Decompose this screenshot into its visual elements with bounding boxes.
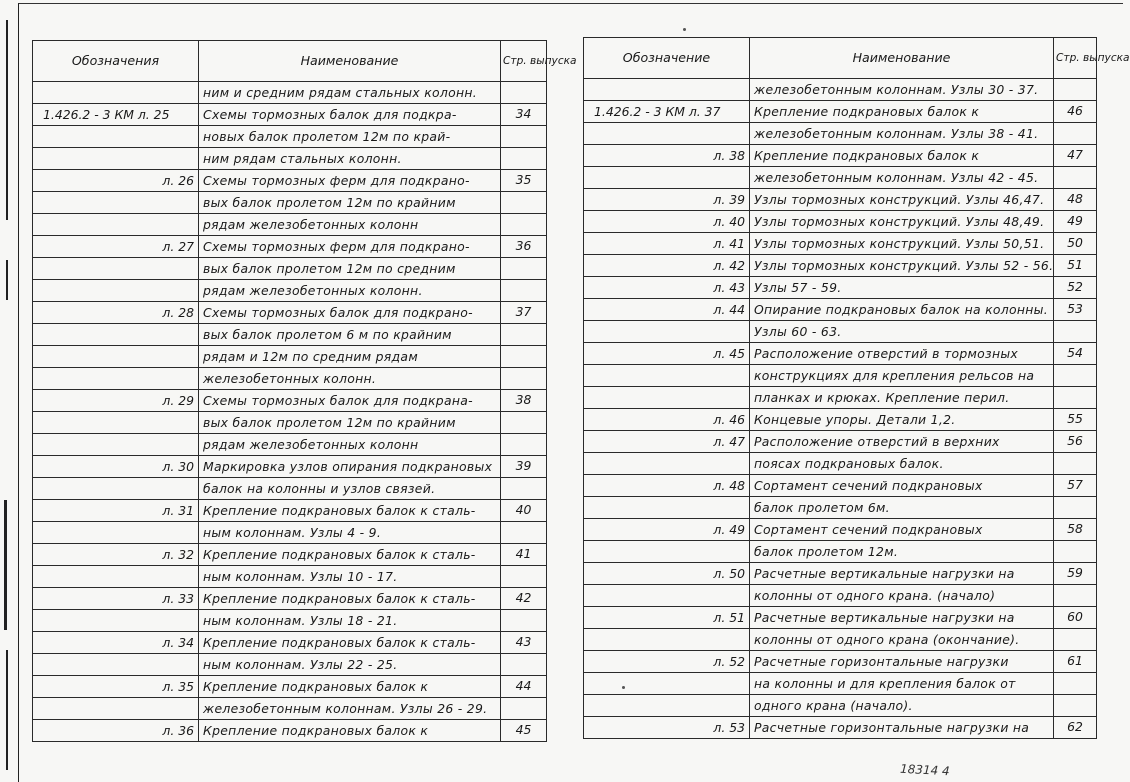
table-row: [33, 698, 547, 720]
name-cell: Расположение отверстий в тормозных: [750, 343, 1054, 365]
page-cell: 40: [501, 500, 547, 522]
name-cell: рядам железобетонных колонн.: [199, 280, 501, 302]
page-cell: [501, 346, 547, 368]
name-cell: Крепление подкрановых балок к сталь-: [199, 632, 501, 654]
table-row: [584, 519, 1097, 541]
table-row: [584, 79, 1097, 101]
designation-cell: л. 30: [33, 456, 199, 478]
name-cell: Крепление подкрановых балок к: [750, 101, 1054, 123]
page-cell: 47: [1054, 145, 1097, 167]
designation-cell: л. 46: [584, 409, 750, 431]
table-row: [33, 500, 547, 522]
designation-cell: [33, 368, 199, 390]
name-cell: Концевые упоры. Детали 1,2.: [750, 409, 1054, 431]
name-cell: железобетонным колоннам. Узлы 42 - 45.: [750, 167, 1054, 189]
page-cell: [501, 280, 547, 302]
page-cell: 34: [501, 104, 547, 126]
page-cell: [501, 192, 547, 214]
table-row: [33, 324, 547, 346]
name-cell: ным колоннам. Узлы 22 - 25.: [199, 654, 501, 676]
index-table-right: [583, 37, 1130, 739]
page-cell: 37: [501, 302, 547, 324]
name-cell: планках и крюках. Крепление перил.: [750, 387, 1054, 409]
table-row: [33, 302, 547, 324]
page-cell: [501, 478, 547, 500]
designation-cell: л. 28: [33, 302, 199, 324]
designation-cell: [584, 541, 750, 563]
designation-cell: [33, 412, 199, 434]
table-row: [584, 453, 1097, 475]
designation-cell: л. 26: [33, 170, 199, 192]
name-cell: Крепление подкрановых балок к: [750, 145, 1054, 167]
table-row: [584, 123, 1097, 145]
table-row: [33, 610, 547, 632]
page-cell: [501, 368, 547, 390]
designation-cell: [33, 126, 199, 148]
table-row: [33, 126, 547, 148]
page-cell: 46: [1054, 101, 1097, 123]
page-cell: 42: [501, 588, 547, 610]
name-cell: Расположение отверстий в верхних: [750, 431, 1054, 453]
table-row: [584, 189, 1097, 211]
table-row: [584, 607, 1097, 629]
designation-cell: л. 44: [584, 299, 750, 321]
name-cell: рядам железобетонных колонн: [199, 434, 501, 456]
designation-cell: л. 43: [584, 277, 750, 299]
name-cell: железобетонным колоннам. Узлы 26 - 29.: [199, 698, 501, 720]
designation-cell: [584, 321, 750, 343]
table-row: [584, 409, 1097, 431]
page-cell: [501, 412, 547, 434]
table-row: [33, 82, 547, 104]
page-cell: 39: [501, 456, 547, 478]
table-row: [584, 299, 1097, 321]
designation-cell: [584, 365, 750, 387]
table-row: [584, 145, 1097, 167]
name-cell: Схемы тормозных балок для подкра-: [199, 104, 501, 126]
table-row: [584, 233, 1097, 255]
page-cell: 52: [1054, 277, 1097, 299]
name-cell: Расчетные горизонтальные нагрузки на: [750, 717, 1054, 739]
table-row: [33, 632, 547, 654]
name-cell: Узлы 60 - 63.: [750, 321, 1054, 343]
designation-cell: [584, 629, 750, 651]
table-row: [33, 478, 547, 500]
designation-cell: [584, 497, 750, 519]
page-cell: [1054, 321, 1097, 343]
header-page: Стр. выпуска: [501, 41, 547, 82]
name-cell: Расчетные вертикальные нагрузки на: [750, 607, 1054, 629]
name-cell: ним и средним рядам стальных колонн.: [199, 82, 501, 104]
table-row: [33, 544, 547, 566]
page-cell: [501, 522, 547, 544]
designation-cell: [584, 585, 750, 607]
designation-cell: [33, 610, 199, 632]
table-row: [584, 365, 1097, 387]
designation-cell: [33, 214, 199, 236]
designation-cell: л. 35: [33, 676, 199, 698]
name-cell: балок пролетом 12м.: [750, 541, 1054, 563]
designation-cell: л. 52: [584, 651, 750, 673]
designation-cell: 1.426.2 - 3 КМ л. 37: [584, 101, 750, 123]
table-row: [33, 214, 547, 236]
page-cell: 41: [501, 544, 547, 566]
header-name: Наименование: [199, 41, 501, 82]
designation-cell: [33, 280, 199, 302]
designation-cell: л. 51: [584, 607, 750, 629]
page-cell: [1054, 629, 1097, 651]
name-cell: рядам и 12м по средним рядам: [199, 346, 501, 368]
page-cell: [1054, 167, 1097, 189]
name-cell: Узлы тормозных конструкций. Узлы 50,51.: [750, 233, 1054, 255]
name-cell: Узлы тормозных конструкций. Узлы 46,47.: [750, 189, 1054, 211]
page-cell: [1054, 365, 1097, 387]
page-cell: [1054, 585, 1097, 607]
page-cell: 56: [1054, 431, 1097, 453]
header-designation: Обозначения: [33, 41, 199, 82]
name-cell: рядам железобетонных колонн: [199, 214, 501, 236]
name-cell: железобетонным колоннам. Узлы 38 - 41.: [750, 123, 1054, 145]
table-row: [584, 387, 1097, 409]
page-cell: [1054, 695, 1097, 717]
name-cell: вых балок пролетом 12м по крайним: [199, 412, 501, 434]
table-row: [584, 629, 1097, 651]
designation-cell: [584, 167, 750, 189]
designation-cell: [33, 434, 199, 456]
page-cell: [501, 566, 547, 588]
name-cell: Крепление подкрановых балок к сталь-: [199, 544, 501, 566]
name-cell: железобетонных колонн.: [199, 368, 501, 390]
page-cell: [1054, 541, 1097, 563]
page-cell: 35: [501, 170, 547, 192]
designation-cell: л. 40: [584, 211, 750, 233]
designation-cell: [33, 324, 199, 346]
name-cell: Схемы тормозных ферм для подкрано-: [199, 236, 501, 258]
name-cell: Узлы 57 - 59.: [750, 277, 1054, 299]
name-cell: Маркировка узлов опирания подкрановых: [199, 456, 501, 478]
designation-cell: [584, 79, 750, 101]
name-cell: Сортамент сечений подкрановых: [750, 475, 1054, 497]
designation-cell: л. 53: [584, 717, 750, 739]
name-cell: ним рядам стальных колонн.: [199, 148, 501, 170]
table-row: [33, 280, 547, 302]
header-page: Стр. выпуска: [1054, 38, 1097, 79]
designation-cell: л. 31: [33, 500, 199, 522]
designation-cell: [584, 673, 750, 695]
designation-cell: л. 38: [584, 145, 750, 167]
name-cell: вых балок пролетом 12м по средним: [199, 258, 501, 280]
table-row: [584, 277, 1097, 299]
name-cell: Схемы тормозных балок для подкрана-: [199, 390, 501, 412]
table-row: [584, 585, 1097, 607]
designation-cell: [33, 258, 199, 280]
table-row: [33, 654, 547, 676]
designation-cell: [33, 82, 199, 104]
page-cell: 54: [1054, 343, 1097, 365]
table-row: [33, 522, 547, 544]
name-cell: Узлы тормозных конструкций. Узлы 52 - 56.: [750, 255, 1054, 277]
name-cell: балок на колонны и узлов связей.: [199, 478, 501, 500]
table-row: [33, 104, 547, 126]
name-cell: колонны от одного крана (окончание).: [750, 629, 1054, 651]
table-row: [584, 497, 1097, 519]
table-row: [584, 343, 1097, 365]
name-cell: колонны от одного крана. (начало): [750, 585, 1054, 607]
name-cell: Схемы тормозных ферм для подкрано-: [199, 170, 501, 192]
table-row: [33, 434, 547, 456]
page-cell: 59: [1054, 563, 1097, 585]
page-cell: [501, 324, 547, 346]
table-header: [584, 38, 1097, 79]
page-cell: 55: [1054, 409, 1097, 431]
designation-cell: л. 34: [33, 632, 199, 654]
page-cell: [501, 214, 547, 236]
table-row: [584, 431, 1097, 453]
designation-cell: л. 36: [33, 720, 199, 742]
binder-edge: [0, 0, 18, 781]
name-cell: балок пролетом 6м.: [750, 497, 1054, 519]
table-row: [33, 566, 547, 588]
table-body-left: [33, 82, 547, 742]
name-cell: железобетонным колоннам. Узлы 30 - 37.: [750, 79, 1054, 101]
scan-speck: [683, 28, 686, 31]
table-row: [584, 695, 1097, 717]
designation-cell: л. 32: [33, 544, 199, 566]
designation-cell: [33, 478, 199, 500]
page-cell: 62: [1054, 717, 1097, 739]
table-row: [33, 170, 547, 192]
page-cell: [501, 126, 547, 148]
page-cell: 51: [1054, 255, 1097, 277]
page-cell: 49: [1054, 211, 1097, 233]
designation-cell: [584, 387, 750, 409]
designation-cell: [584, 123, 750, 145]
sheet-number-footer: 18314 4: [899, 761, 950, 779]
designation-cell: [33, 698, 199, 720]
designation-cell: л. 49: [584, 519, 750, 541]
page-cell: [501, 434, 547, 456]
table-row: [33, 390, 547, 412]
table-row: [584, 717, 1097, 739]
page-cell: [1054, 497, 1097, 519]
table-body-right: [584, 79, 1097, 739]
name-cell: Схемы тормозных балок для подкрано-: [199, 302, 501, 324]
page-cell: 43: [501, 632, 547, 654]
name-cell: ным колоннам. Узлы 18 - 21.: [199, 610, 501, 632]
table-row: [584, 651, 1097, 673]
designation-cell: [33, 654, 199, 676]
name-cell: Расчетные вертикальные нагрузки на: [750, 563, 1054, 585]
page-cell: 58: [1054, 519, 1097, 541]
designation-cell: [33, 148, 199, 170]
designation-cell: л. 45: [584, 343, 750, 365]
table-row: [584, 475, 1097, 497]
table-row: [584, 101, 1097, 123]
table-row: [33, 236, 547, 258]
designation-cell: л. 33: [33, 588, 199, 610]
header-name: Наименование: [750, 38, 1054, 79]
table-row: [33, 456, 547, 478]
designation-cell: л. 48: [584, 475, 750, 497]
table-row: [33, 412, 547, 434]
designation-cell: [33, 566, 199, 588]
page-cell: 57: [1054, 475, 1097, 497]
table-row: [584, 255, 1097, 277]
table-row: [584, 167, 1097, 189]
name-cell: новых балок пролетом 12м по край-: [199, 126, 501, 148]
table-row: [584, 211, 1097, 233]
name-cell: Расчетные горизонтальные нагрузки: [750, 651, 1054, 673]
name-cell: ным колоннам. Узлы 4 - 9.: [199, 522, 501, 544]
page-cell: 45: [501, 720, 547, 742]
name-cell: вых балок пролетом 6 м по крайним: [199, 324, 501, 346]
designation-cell: л. 50: [584, 563, 750, 585]
page-cell: 36: [501, 236, 547, 258]
page-cell: [501, 148, 547, 170]
page-cell: 53: [1054, 299, 1097, 321]
designation-cell: [584, 453, 750, 475]
name-cell: на колонны и для крепления балок от: [750, 673, 1054, 695]
page-cell: [501, 698, 547, 720]
table-row: [584, 673, 1097, 695]
table-row: [33, 588, 547, 610]
designation-cell: 1.426.2 - 3 КМ л. 25: [33, 104, 199, 126]
designation-cell: л. 29: [33, 390, 199, 412]
designation-cell: [584, 695, 750, 717]
table-row: [584, 541, 1097, 563]
page-cell: 44: [501, 676, 547, 698]
page-cell: 60: [1054, 607, 1097, 629]
name-cell: ным колоннам. Узлы 10 - 17.: [199, 566, 501, 588]
table-row: [584, 321, 1097, 343]
name-cell: поясах подкрановых балок.: [750, 453, 1054, 475]
designation-cell: [33, 522, 199, 544]
name-cell: Крепление подкрановых балок к сталь-: [199, 500, 501, 522]
table-row: [33, 346, 547, 368]
page-cell: 61: [1054, 651, 1097, 673]
name-cell: одного крана (начало).: [750, 695, 1054, 717]
header-designation: Обозначение: [584, 38, 750, 79]
table-row: [33, 676, 547, 698]
table-row: [33, 258, 547, 280]
page-cell: [501, 258, 547, 280]
index-table-left: [32, 40, 577, 742]
page-cell: [1054, 673, 1097, 695]
page-cell: [1054, 387, 1097, 409]
designation-cell: л. 27: [33, 236, 199, 258]
table-row: [33, 368, 547, 390]
designation-cell: л. 47: [584, 431, 750, 453]
table-row: [33, 148, 547, 170]
name-cell: Сортамент сечений подкрановых: [750, 519, 1054, 541]
page-cell: [1054, 123, 1097, 145]
name-cell: конструкциях для крепления рельсов на: [750, 365, 1054, 387]
page-cell: [501, 654, 547, 676]
name-cell: Узлы тормозных конструкций. Узлы 48,49.: [750, 211, 1054, 233]
designation-cell: [33, 192, 199, 214]
name-cell: Опирание подкрановых балок на колонны.: [750, 299, 1054, 321]
table-header: [33, 41, 547, 82]
designation-cell: л. 42: [584, 255, 750, 277]
page-cell: 38: [501, 390, 547, 412]
table-row: [584, 563, 1097, 585]
table-row: [33, 720, 547, 742]
designation-cell: л. 41: [584, 233, 750, 255]
name-cell: Крепление подкрановых балок к сталь-: [199, 588, 501, 610]
name-cell: Крепление подкрановых балок к: [199, 720, 501, 742]
scan-speck: [622, 686, 625, 689]
page-cell: [1054, 79, 1097, 101]
table-row: [33, 192, 547, 214]
designation-cell: л. 39: [584, 189, 750, 211]
page-cell: 50: [1054, 233, 1097, 255]
name-cell: Крепление подкрановых балок к: [199, 676, 501, 698]
page-cell: [1054, 453, 1097, 475]
page-cell: [501, 610, 547, 632]
designation-cell: [33, 346, 199, 368]
name-cell: вых балок пролетом 12м по крайним: [199, 192, 501, 214]
page-cell: 48: [1054, 189, 1097, 211]
page-cell: [501, 82, 547, 104]
